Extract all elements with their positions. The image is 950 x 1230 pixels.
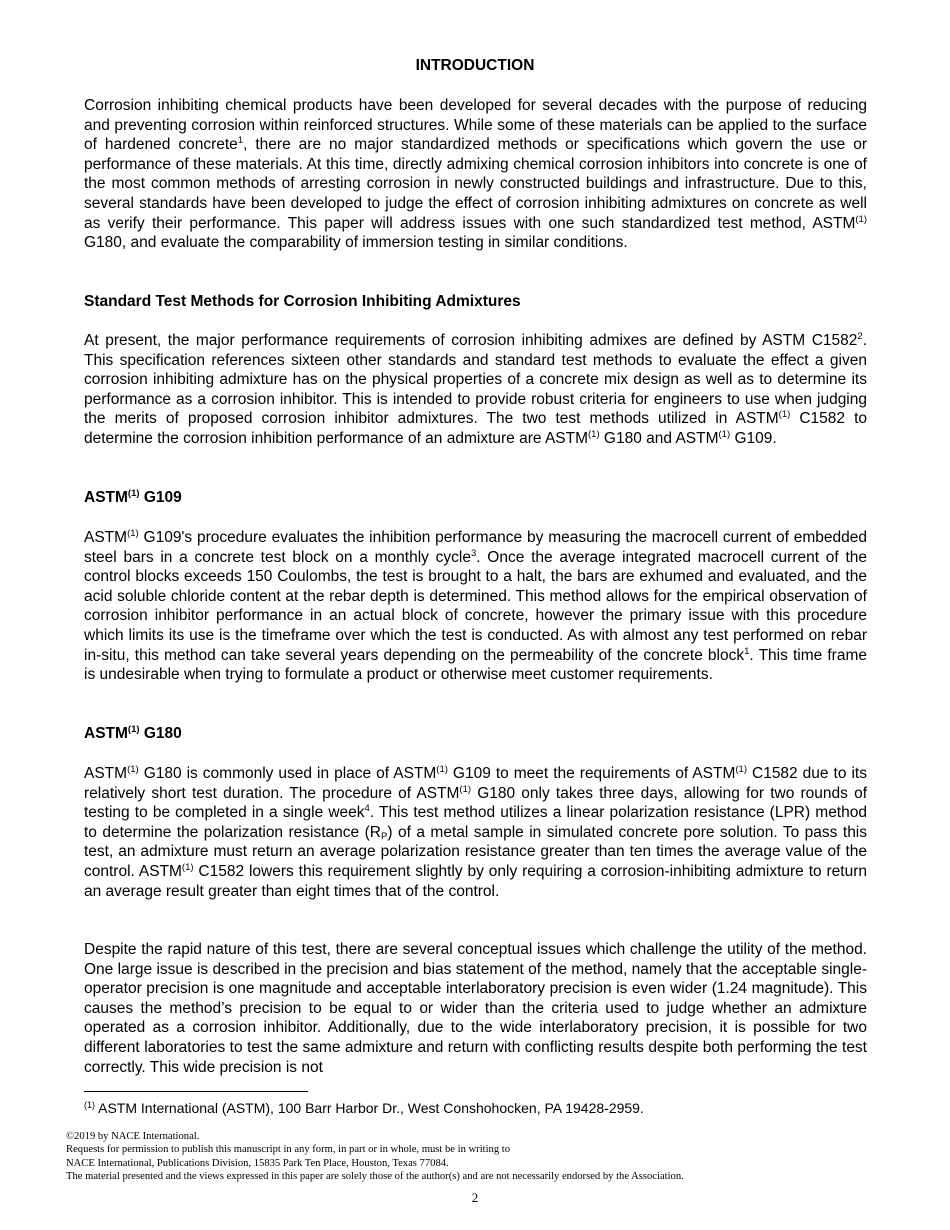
footnote-text: ASTM International (ASTM), 100 Barr Harbor Dr., West Conshohocken, PA 19428-2959. — [95, 1100, 644, 1116]
intro-text-c: G180, and evaluate the comparability of immersion testing in similar conditions. — [84, 234, 628, 252]
citation-1: 1 — [744, 645, 750, 657]
footnote-ref: (1) — [181, 861, 194, 873]
copyright-line: ©2019 by NACE International. — [66, 1131, 200, 1142]
footnote-ref: (1) — [459, 783, 472, 795]
section1-text-d: G180 and ASTM — [599, 429, 719, 447]
section1-text-b: . This specification references sixteen other standards and standard test methods to evaluate the effect a given corrosion inhibiting admixture has on the physical properties of a concrete mix design as well as to determine its performance as a corrosion inhibitor. This is intended to provide robust criteria for engineers to use when judging the merits of proposed corrosion inhibitor admixtures. The two test methods utilized in ASTM — [84, 332, 867, 428]
footnote-ref: (1) — [735, 764, 747, 775]
permission-line: Requests for permission to publish this manuscript in any form, in part or in whole, must be in writing to — [66, 1144, 511, 1156]
footnote-ref: (1) — [127, 528, 139, 539]
section1-text-c: C1582 to determine the corrosion inhibition performance of an admixture are ASTM — [84, 410, 867, 447]
title-text-b: G109 — [139, 489, 182, 506]
title-text-b: G180 — [139, 725, 182, 742]
footnote-ref: (1) — [855, 213, 867, 225]
section-title-g180 — [84, 724, 867, 744]
section1-text-a: At present, the major performance requirements of corrosion inhibiting admixes are defined by ASTM C1582 — [84, 332, 858, 349]
footnote-ref: (1) — [718, 428, 731, 440]
subscript-p: P — [380, 830, 388, 842]
citation-1: 1 — [237, 135, 244, 147]
section1-paragraph — [84, 331, 867, 449]
section3-paragraph-1 — [84, 764, 867, 901]
footnote-ref: (1) — [436, 764, 448, 775]
page-number: 2 — [471, 1190, 479, 1205]
section2-text-c: . Once the average integrated macrocell current of the control blocks exceeds 150 Coulombs, the test is brought to a halt, the bars are exhumed and evaluated, and the acid soluble chloride content at the rebar depth is determined. This method allows for the empirical observation of corrosion inhibitor performance in an actual block of concrete, however the primary issue with this procedure which limits its use is the timeframe over which the test is conducted. As with almost any test performed on rebar in-situ, this method can take several years depending on the permeability of the concrete block — [84, 548, 867, 664]
introduction-heading: INTRODUCTION — [415, 57, 535, 74]
footnote — [84, 1100, 644, 1116]
disclaimer-line: The material presented and the views expressed in this paper are solely those of the author(s) and are not necessarily endorsed by the Association. — [66, 1171, 684, 1183]
title-text-a: ASTM — [84, 725, 128, 742]
section3-text-a: ASTM — [84, 765, 128, 782]
section3-text-h: C1582 lowers this requirement slightly by only requiring a corrosion-inhibiting admixture to return an average result greater than eight times that of the control. — [84, 862, 867, 900]
address-line: NACE International, Publications Division, 15835 Park Ten Place, Houston, Texas 77084. — [66, 1157, 449, 1169]
intro-text-a: Corrosion inhibiting chemical products have been developed for several decades with the purpose of reducing and preventing corrosion within reinforced structures. While some of these materials can be applied to the surface of hardened concrete — [84, 97, 867, 154]
intro-paragraph — [84, 96, 867, 253]
section2-text-a: ASTM — [84, 529, 128, 546]
section3-text-g: ) of a metal sample in simulated concrete pore solution. To pass this test, an admixture must return an average polarization resistance greater than ten times the average value of the control. ASTM — [84, 823, 868, 880]
section3-text-c: G109 to meet the requirements of ASTM — [447, 765, 736, 782]
citation-3: 3 — [470, 547, 477, 559]
copyright-block — [66, 1130, 906, 1184]
section-title-standard-test-methods: Standard Test Methods for Corrosion Inhibiting Admixtures — [84, 293, 521, 310]
citation-2: 2 — [857, 331, 863, 342]
section3-text-f: . This test method utilizes a linear polarization resistance (LPR) method to determine the polarization resistance (R — [84, 804, 867, 841]
footnote-ref: (1) — [588, 428, 600, 440]
section3-text-d: C1582 due to its relatively short test duration. The procedure of ASTM — [84, 765, 867, 802]
footnote-ref: (1) — [127, 764, 139, 775]
citation-4: 4 — [364, 803, 370, 815]
section-title-g109 — [84, 488, 867, 508]
footnote-ref: (1) — [778, 409, 791, 421]
footnote-mark: (1) — [84, 1100, 95, 1110]
footnote-ref: (1) — [127, 488, 140, 499]
section2-text-d: . This time frame is undesirable when trying to formulate a product or otherwise meet customer requirements. — [84, 646, 867, 684]
section2-text-b: G109's procedure evaluates the inhibition performance by measuring the macrocell current of embedded steel bars in a concrete test block on a monthly cycle — [84, 529, 867, 566]
section3-text-b: G180 is commonly used in place of ASTM — [138, 765, 437, 782]
section3-paragraph-2: Despite the rapid nature of this test, there are several conceptual issues which challenge the utility of the method. One large issue is described in the precision and bias statement of the method, namely that the acceptable single-operator precision is one magnitude and acceptable interlaboratory precision is even wider (1.24 magnitude). This causes the method’s precision to be equal to or wider than the criteria used to judge whether an admixture operated as a corrosion inhibitor. Additionally, due to the wide interlaboratory precision, it is possible for two different laboratories to test the same admixture and return with conflicting results despite both performing the test correctly. This wide precision is not — [84, 941, 867, 1076]
title-text-a: ASTM — [84, 489, 128, 506]
section3-text-e: G180 only takes three days, allowing for two rounds of testing to be completed in a single week — [84, 784, 867, 822]
intro-text-b: , there are no major standardized methods or specifications which govern the use or performance of these materials. At this time, directly admixing chemical corrosion inhibitors into concrete is one of the most common methods of arresting corrosion in newly constructed buildings and infrastructure. Due to this, several standards have been developed to judge the effect of corrosion inhibiting admixtures on concrete as well as verify their performance. This paper will address issues with one such standardized test method, ASTM — [84, 136, 867, 232]
section2-paragraph — [84, 528, 867, 685]
section1-text-e: G109. — [730, 429, 777, 447]
footnote-ref: (1) — [127, 724, 140, 735]
footnote-divider — [84, 1091, 308, 1092]
